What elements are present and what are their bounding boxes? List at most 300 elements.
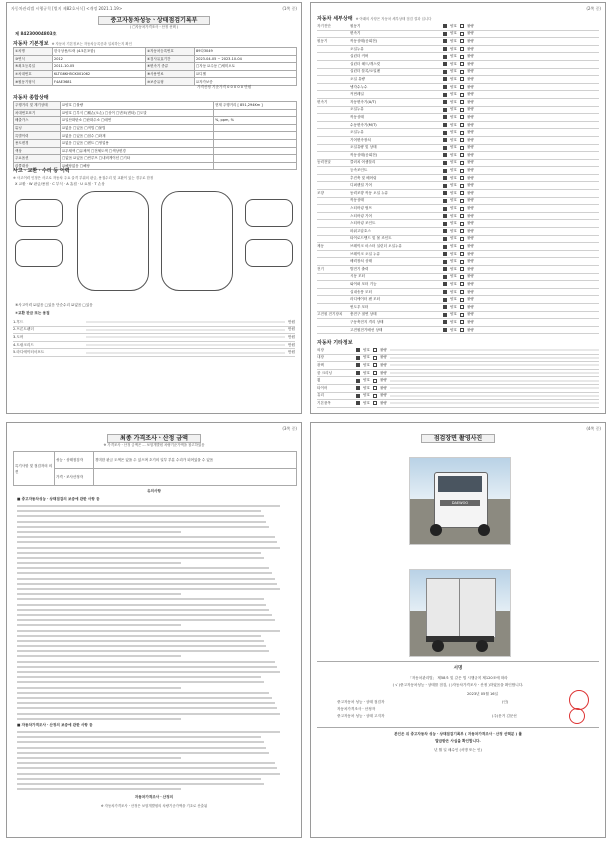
accident-history-row: ⑥사고이력 ☑없음 □있음 단순수리 ☑없음 □있음	[15, 303, 93, 307]
page-3	[6, 422, 302, 838]
bad-label: 불량	[466, 274, 474, 279]
status-row	[14, 132, 297, 140]
ok-checkbox	[356, 386, 360, 390]
detail-status-row	[317, 107, 599, 115]
frame-check-row	[13, 342, 295, 350]
fine-print-line	[17, 541, 277, 543]
car-top-view-outer	[77, 191, 149, 291]
status-extra: %, ppm, %	[214, 117, 297, 125]
detail-status-row	[317, 228, 599, 236]
ok-label: 양호	[450, 244, 457, 249]
bad-label: 불량	[466, 145, 474, 150]
ok-checkbox	[443, 207, 447, 211]
ok-label: 양호	[450, 76, 457, 81]
basic-info-value: ☑자가보증	[195, 78, 297, 86]
bad-label: 불량	[466, 183, 474, 188]
ok-checkbox	[443, 260, 447, 264]
detail-item-label: 구동축전지 격리 상태	[350, 319, 384, 324]
ok-checkbox	[356, 356, 360, 360]
other-info-row	[317, 362, 599, 370]
detail-status-row	[317, 220, 599, 228]
ok-checkbox	[356, 371, 360, 375]
basic-info-table	[13, 47, 297, 86]
ok-label: 양호	[450, 160, 457, 165]
detail-status-row	[317, 46, 599, 54]
detail-group-label: 변속기	[317, 99, 328, 104]
detail-status-row	[317, 182, 599, 190]
bad-label: 불량	[466, 289, 474, 294]
detail-item-label: 클러치 어셈블리	[350, 160, 376, 165]
other-info-label: 타이어	[317, 385, 328, 390]
notice-title: 유의사항	[147, 489, 161, 493]
ok-label: 양호	[450, 137, 457, 142]
bad-label: 불량	[379, 370, 387, 375]
status-extra	[214, 109, 297, 117]
ok-checkbox	[443, 313, 447, 317]
bad-checkbox	[460, 191, 464, 195]
ok-label: 양호	[363, 385, 370, 390]
bad-checkbox	[460, 313, 464, 317]
status-row	[14, 109, 297, 117]
ok-checkbox	[443, 70, 447, 74]
detail-status-row	[317, 69, 599, 77]
detail-status-row	[317, 312, 599, 320]
bad-checkbox	[460, 207, 464, 211]
fine-print-line	[17, 687, 181, 689]
bad-checkbox	[460, 70, 464, 74]
detail-group-label: 전기	[317, 266, 324, 271]
basic-info-value: 2023-04-05 ~ 2023-10-04	[195, 55, 297, 63]
ok-label: 양호	[450, 152, 457, 157]
red-seal-stamp	[569, 690, 589, 710]
truck-brand-badge: DAEWOO	[440, 500, 480, 506]
detail-status-row	[317, 23, 599, 31]
section-accident-history: 사고ㆍ교환ㆍ수리 등 이력	[13, 168, 70, 174]
ok-label: 양호	[450, 122, 457, 127]
ok-label: 양호	[450, 31, 457, 36]
frame-part-label: 2.프론트펜더	[13, 327, 34, 332]
document-number: 제 84230004803호	[15, 31, 57, 36]
ok-label: 양호	[450, 175, 457, 180]
bad-label: 불량	[466, 152, 474, 157]
status-row	[14, 102, 297, 110]
bad-label: 불량	[466, 122, 474, 127]
bad-checkbox	[460, 214, 464, 218]
bad-checkbox	[460, 77, 464, 81]
final-price-note: ※ 가격조사ㆍ산정 금액은 ... 보험개발원 차량기준가액을 참고하였음	[103, 443, 205, 447]
fine-print-line	[17, 707, 277, 709]
status-label: 튜닝	[14, 124, 61, 132]
ok-label: 양호	[450, 84, 457, 89]
detail-item-label: 브레이크 마스터 실린더 오일누유	[350, 244, 403, 249]
fine-print-line	[17, 635, 261, 637]
ok-label: 양호	[450, 327, 457, 332]
fine-print-line	[17, 692, 269, 694]
fine-print-line	[17, 783, 264, 785]
ok-checkbox	[443, 229, 447, 233]
ok-checkbox	[443, 32, 447, 36]
ok-label: 양호	[450, 281, 457, 286]
other-info-row	[317, 400, 599, 408]
bad-checkbox	[460, 237, 464, 241]
detail-status-row	[317, 152, 599, 160]
status-label: 주행거리 및 계기상태	[14, 102, 61, 110]
fine-print-line	[17, 593, 181, 595]
bad-checkbox	[460, 93, 464, 97]
other-info-row	[317, 393, 599, 401]
bad-checkbox	[460, 123, 464, 127]
fine-print-line	[17, 572, 272, 574]
bad-checkbox	[373, 386, 377, 390]
exchange-section-label: ⑦교환 판금 또는 용접	[15, 311, 50, 315]
bad-checkbox	[460, 39, 464, 43]
frame-part-label: 3.도어	[13, 334, 24, 339]
fine-print-line	[17, 757, 181, 759]
section-overall-status: 자동차 종합상태	[13, 95, 49, 101]
detail-status-row	[317, 289, 599, 297]
ok-checkbox	[443, 24, 447, 28]
footer-title: 자동차가격조사ㆍ산정의	[134, 795, 174, 799]
detail-item-label: 타이로드엔드 및 볼 조인트	[350, 236, 392, 241]
basic-info-label: ③연식	[14, 55, 53, 63]
frame-price-unit: 만원	[288, 327, 295, 332]
detail-status-row	[317, 190, 599, 198]
fine-print-line	[17, 718, 181, 720]
detail-status-row	[317, 236, 599, 244]
overall-status-table	[13, 101, 297, 170]
status-extra	[214, 132, 297, 140]
detail-status-row	[317, 175, 599, 183]
fine-print-line	[17, 661, 275, 663]
fine-print-line	[17, 510, 261, 512]
bad-checkbox	[460, 24, 464, 28]
inspector-col: 성능ㆍ상태점검자	[55, 452, 94, 469]
basic-info-label: ⑧사용연료	[146, 70, 195, 78]
bad-checkbox	[460, 108, 464, 112]
ok-checkbox	[443, 191, 447, 195]
appraiser-col: 가격ㆍ조사산정자	[55, 469, 94, 486]
detail-item-label: 충전구 절연 상태	[350, 312, 377, 317]
ok-label: 양호	[450, 168, 457, 173]
detail-item-label: 스티어링 기어	[350, 213, 372, 218]
bad-checkbox	[460, 305, 464, 309]
fine-print-line	[17, 747, 266, 749]
bad-label: 불량	[466, 137, 474, 142]
ok-label: 양호	[450, 228, 457, 233]
bad-checkbox	[460, 199, 464, 203]
bad-label: 불량	[466, 175, 474, 180]
vehicle-diagram	[15, 189, 293, 299]
bad-checkbox	[460, 85, 464, 89]
ok-label: 양호	[450, 107, 457, 112]
bad-checkbox	[460, 131, 464, 135]
status-options: ☑해당없음 □해당	[61, 162, 214, 170]
ok-checkbox	[443, 123, 447, 127]
footer-note: ※ 자동차가격조사ㆍ산정은 보험개발원의 차량기준가액을 기초로 산출됨	[100, 804, 208, 808]
bad-checkbox	[460, 32, 464, 36]
rear-truck-photo	[409, 569, 511, 657]
fine-print-line	[17, 578, 275, 580]
bad-checkbox	[460, 161, 464, 165]
ok-checkbox	[443, 131, 447, 135]
fine-print-line	[17, 767, 277, 769]
detail-item-label: 실린더 헤드/개스킷	[350, 61, 381, 66]
bad-checkbox	[460, 290, 464, 294]
bad-checkbox	[460, 184, 464, 188]
ok-label: 양호	[450, 251, 457, 256]
detail-status-row	[317, 327, 599, 335]
basic-info-label: ⑤최초등록일	[14, 63, 53, 71]
fine-print-line	[17, 762, 275, 764]
detail-group-label: 동력전달	[317, 160, 331, 165]
fine-print-line	[17, 515, 264, 517]
other-info-label: 유리	[317, 393, 324, 398]
ok-label: 양호	[450, 319, 457, 324]
status-label: 용도변경	[14, 139, 61, 147]
seal-label: (인)	[502, 700, 509, 704]
detail-item-label: 스티어링 조인트	[350, 221, 376, 226]
buyer-confirm-2: 발급받은 사실을 확인합니다.	[435, 739, 481, 743]
bad-label: 불량	[466, 84, 474, 89]
frame-part-label: 5.라디에이터서포트	[13, 350, 45, 355]
detail-item-label: 동력조향 작동 오일 누유	[350, 190, 389, 195]
bad-checkbox	[460, 115, 464, 119]
status-extra	[214, 124, 297, 132]
ok-label: 양호	[450, 23, 457, 28]
bad-checkbox	[460, 229, 464, 233]
title-options: ( □자동차가격조사ㆍ산정 선택 )	[129, 25, 179, 29]
detail-item-label: 디퍼렌셜 기어	[350, 183, 372, 188]
bad-checkbox	[460, 146, 464, 150]
bad-label: 불량	[466, 54, 474, 59]
detail-group-label: 조향	[317, 190, 324, 195]
fine-print-line	[17, 536, 275, 538]
detail-status-row	[317, 99, 599, 107]
fine-print-line	[17, 681, 264, 683]
ok-checkbox	[356, 363, 360, 367]
status-label: 리콜대상	[14, 162, 61, 170]
basic-info-row	[14, 70, 297, 78]
status-label: 배출가스	[14, 117, 61, 125]
status-label: 색상	[14, 147, 61, 155]
ok-label: 양호	[363, 370, 370, 375]
ok-label: 양호	[450, 289, 457, 294]
status-row	[14, 139, 297, 147]
fine-print-line	[17, 671, 280, 673]
detail-status-row	[317, 319, 599, 327]
bad-label: 불량	[466, 259, 474, 264]
notice-price-title: ■ 자동차가격조사ㆍ산정의 보증에 관한 사항 등	[17, 723, 93, 727]
basic-info-value: ☑디젤	[195, 70, 297, 78]
ok-checkbox	[356, 401, 360, 405]
status-options: ☑없음 □있음 □렌트 □영업용	[61, 139, 214, 147]
frame-price-unit: 만원	[288, 342, 295, 347]
other-info-row	[317, 347, 599, 355]
frame-check-list	[13, 319, 295, 357]
ok-label: 양호	[450, 130, 457, 135]
bad-checkbox	[460, 138, 464, 142]
signer-inspector: 중고자동차 성능ㆍ상태 점검자	[337, 700, 385, 704]
ok-label: 양호	[450, 190, 457, 195]
ok-checkbox	[443, 146, 447, 150]
bad-label: 불량	[466, 160, 474, 165]
bad-label: 불량	[379, 362, 387, 367]
ok-label: 양호	[450, 236, 457, 241]
fine-print-line	[17, 773, 280, 775]
ok-checkbox	[443, 275, 447, 279]
ok-checkbox	[443, 138, 447, 142]
basic-info-value: F4AE3681	[53, 78, 146, 86]
detail-item-label: 오일유량 및 상태	[350, 145, 377, 150]
bad-label: 불량	[466, 304, 474, 309]
ok-label: 양호	[450, 92, 457, 97]
fine-print-line	[17, 598, 264, 600]
basic-info-value: 89다3049	[195, 48, 297, 56]
bad-checkbox	[460, 298, 464, 302]
detail-item-label: 실내송풍 모터	[350, 289, 372, 294]
appraiser-remarks	[94, 469, 297, 486]
ok-label: 양호	[450, 221, 457, 226]
ok-label: 양호	[363, 347, 370, 352]
status-label: 특별이력	[14, 132, 61, 140]
detail-item-label: 오일누유	[350, 130, 364, 135]
basic-info-row	[14, 48, 297, 56]
ok-label: 양호	[450, 38, 457, 43]
accident-note: ※ 사고이력 인정은 사고로 자동차 주요 골격 부위의 판금, 용접수리 및 교환이 있는 경우로 한정	[13, 176, 154, 180]
ok-label: 양호	[363, 378, 370, 383]
ok-checkbox	[443, 252, 447, 256]
bad-label: 불량	[466, 130, 474, 135]
bad-label: 불량	[379, 400, 387, 405]
detail-status-list	[317, 23, 599, 334]
bad-checkbox	[460, 222, 464, 226]
fine-print-line	[17, 788, 181, 790]
remarks-table	[13, 451, 297, 486]
detail-item-label: 와이퍼 모터 기능	[350, 281, 377, 286]
fine-print-line	[17, 531, 181, 533]
page-2	[310, 2, 606, 414]
section-basic-info: 자동차 기본정보 ※ 자동차 기본정보는 자동차등록증과 일치하는지 확인	[13, 41, 132, 47]
detail-status-row	[317, 296, 599, 304]
other-info-list	[317, 347, 599, 408]
status-extra	[214, 139, 297, 147]
fine-print-line	[17, 604, 266, 606]
status-extra	[214, 147, 297, 155]
bad-checkbox	[460, 153, 464, 157]
page-4	[310, 422, 606, 838]
detail-status-row	[317, 198, 599, 206]
bad-checkbox	[460, 55, 464, 59]
detail-item-label: 변속기	[350, 31, 361, 36]
detail-item-label: 윈도우 모터	[350, 304, 369, 309]
ok-label: 양호	[450, 145, 457, 150]
other-info-row	[317, 385, 599, 393]
status-extra: 현재 주행거리 [ 851,294Km ]	[214, 102, 297, 110]
bad-label: 불량	[466, 327, 474, 332]
bad-label: 불량	[466, 61, 474, 66]
page-number: (4쪽 중)	[586, 426, 601, 431]
basic-info-label: ⑩보증유형	[146, 78, 195, 86]
bad-label: 불량	[466, 99, 474, 104]
ok-label: 양호	[450, 183, 457, 188]
bad-label: 불량	[466, 312, 474, 317]
fine-print-line	[17, 619, 275, 621]
fine-print-line	[17, 666, 277, 668]
detail-item-label: 시동 모터	[350, 274, 366, 279]
bad-checkbox	[460, 47, 464, 51]
page-title: 중고자동차성능ㆍ상태점검기록부	[7, 15, 301, 24]
ok-label: 양호	[363, 393, 370, 398]
detail-status-row	[317, 160, 599, 168]
fine-print-line	[17, 567, 269, 569]
bad-label: 불량	[466, 190, 474, 195]
detail-status-row	[317, 129, 599, 137]
signer-notifier: 중고자동차 성능ㆍ상태 고지자	[337, 714, 385, 718]
detail-item-label: 라디에이터 팬 모터	[350, 297, 381, 302]
fine-print-line	[17, 655, 181, 657]
ok-checkbox	[443, 328, 447, 332]
frame-price-unit: 만원	[288, 350, 295, 355]
frame-check-row	[13, 319, 295, 327]
red-seal-stamp-2	[569, 708, 585, 724]
status-extra	[214, 155, 297, 163]
fine-print-line	[17, 562, 181, 564]
bad-label: 불량	[466, 251, 474, 256]
signer-appraiser: 자동차가격조사ㆍ산정자	[337, 707, 376, 711]
detail-status-row	[317, 122, 599, 130]
detail-item-label: 고전원전기배선 상태	[350, 327, 383, 332]
bad-label: 불량	[466, 266, 474, 271]
ok-checkbox	[443, 176, 447, 180]
remarks-label: 특기사항 및 점검자의 의견	[14, 452, 55, 486]
ok-checkbox	[443, 282, 447, 286]
bad-label: 불량	[466, 319, 474, 324]
damage-legend: X 교환 · W 판금/용접 · C 부식 · A 흠집 · U 요철 · T 손상	[15, 182, 105, 186]
notice-performance-title: ■ 중고자동차성능ㆍ상태점검의 보증에 관한 사항 등	[17, 497, 100, 501]
basic-info-row	[14, 63, 297, 71]
bad-checkbox	[460, 245, 464, 249]
seal-company: (주)문거 김문선	[492, 714, 517, 718]
detail-item-label: 자동변속기(A/T)	[350, 99, 377, 104]
ok-checkbox	[443, 108, 447, 112]
ok-checkbox	[356, 379, 360, 383]
status-options: ☑양호 □불량	[61, 102, 214, 110]
basic-info-label: ⑦차대번호	[14, 70, 53, 78]
fine-print-line	[17, 741, 264, 743]
ok-checkbox	[443, 237, 447, 241]
basic-info-row	[14, 78, 297, 86]
basic-info-label: ②자동차등록번호	[146, 48, 195, 56]
ok-label: 양호	[450, 312, 457, 317]
detail-item-label: 작동상태(공회전)	[350, 152, 378, 157]
ok-checkbox	[443, 169, 447, 173]
ok-checkbox	[443, 100, 447, 104]
frame-check-row	[13, 327, 295, 335]
bad-checkbox	[373, 356, 377, 360]
detail-item-label: 작동상태	[350, 114, 364, 119]
bad-label: 불량	[466, 213, 474, 218]
ok-checkbox	[443, 62, 447, 66]
final-price-title: 최종 가격조사ㆍ산정 금액	[7, 433, 301, 442]
detail-status-row	[317, 38, 599, 46]
other-info-row	[317, 370, 599, 378]
frame-check-row	[13, 334, 295, 342]
detail-status-row	[317, 137, 599, 145]
bad-checkbox	[460, 320, 464, 324]
ok-checkbox	[443, 222, 447, 226]
detail-status-row	[317, 281, 599, 289]
detail-status-row	[317, 114, 599, 122]
